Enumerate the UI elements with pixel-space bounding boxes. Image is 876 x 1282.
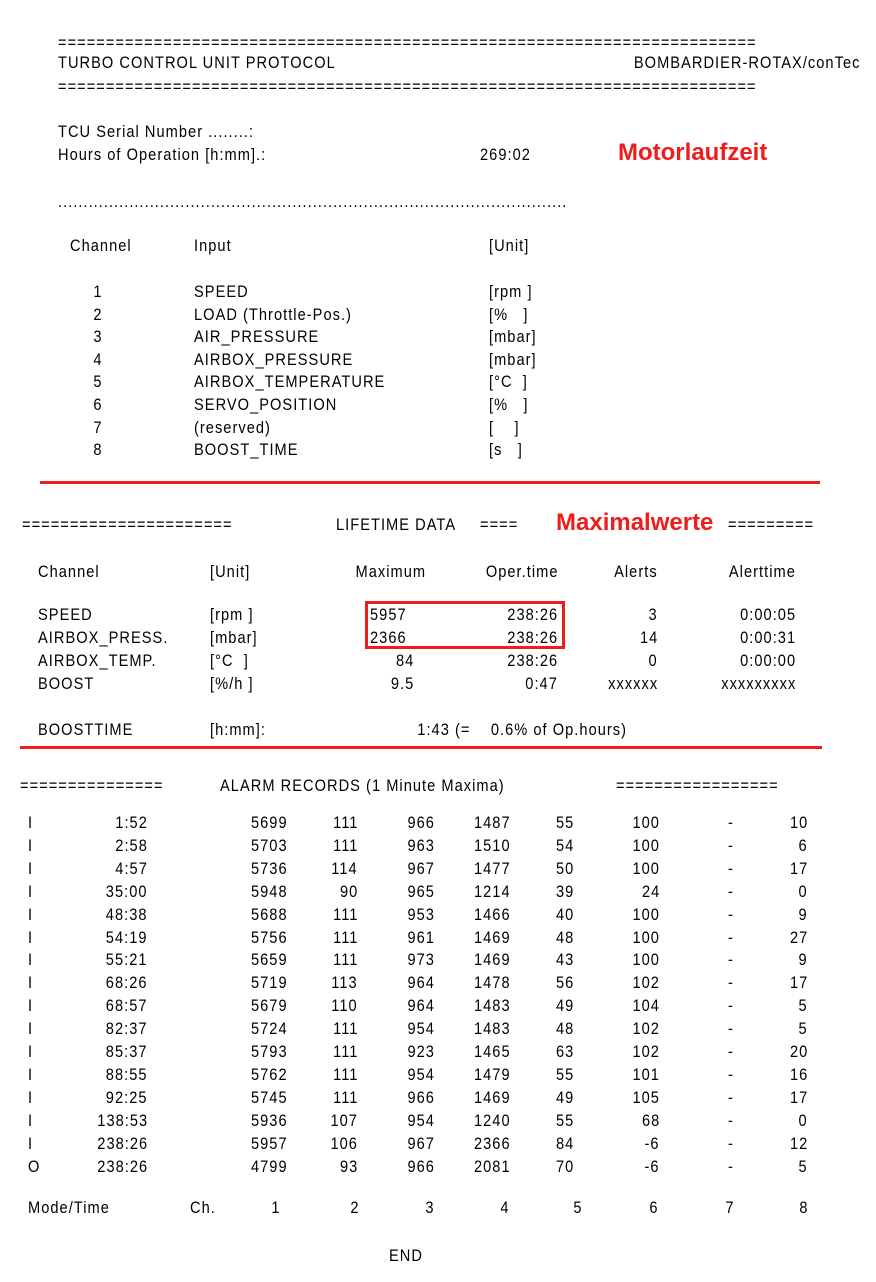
alarm-value: 16 — [789, 1064, 808, 1084]
alarm-value: 48 — [555, 927, 574, 947]
alarm-value: -6 — [644, 1156, 660, 1176]
alarm-value: 54 — [555, 835, 574, 855]
protocol-title: TURBO CONTROL UNIT PROTOCOL — [58, 53, 336, 72]
header-rule-bottom: ========================================================================= — [58, 78, 757, 95]
alarm-value: 50 — [555, 858, 574, 878]
serial-number-label: TCU Serial Number ........: — [58, 122, 255, 141]
alarm-value: 5 — [798, 1019, 808, 1039]
alarm-value: 954 — [407, 1064, 435, 1084]
alarm-value: 84 — [555, 1133, 574, 1153]
alarm-value: 5699 — [251, 813, 288, 832]
alarm-ch7: - — [728, 1133, 734, 1153]
alarm-value: 5719 — [251, 973, 288, 993]
alarm-time: 68:26 — [106, 973, 148, 993]
alarm-ch7: - — [728, 1156, 734, 1176]
lt-maximum: 84 — [395, 651, 414, 670]
channel-unit: [mbar] — [489, 349, 537, 369]
alarm-time: 48:38 — [106, 904, 148, 924]
lifetime-rule-mid: ==== — [480, 515, 519, 534]
dotted-separator: .................................................................................................... — [58, 193, 568, 210]
boosttime-note: (= 0.6% of Op.hours) — [455, 720, 628, 739]
alarm-value: 17 — [789, 858, 808, 878]
alarm-ch7: - — [728, 927, 734, 947]
alarm-value: 111 — [332, 1064, 358, 1084]
alarm-ch7: - — [728, 904, 734, 924]
alarm-value: 55 — [555, 1110, 574, 1130]
lt-unit: [mbar] — [210, 628, 258, 647]
alarm-value: 63 — [555, 1042, 574, 1061]
alarm-value: 964 — [407, 996, 435, 1016]
lt-alerts: 0 — [648, 651, 658, 670]
alarm-value: 5948 — [251, 881, 288, 901]
channel-number: 2 — [93, 304, 103, 324]
alarm-value: 1469 — [474, 950, 511, 970]
channel-input: SERVO_POSITION — [194, 395, 338, 414]
footer-channel-number: 8 — [799, 1198, 809, 1217]
alarm-value: 55 — [555, 813, 574, 832]
alarm-value: 111 — [332, 927, 358, 947]
lt-opertime: 238:26 — [507, 651, 558, 670]
channel-input: (reserved) — [194, 417, 271, 437]
channel-header: Channel — [70, 236, 132, 255]
channel-input: SPEED — [194, 282, 249, 301]
footer-channel-number: 7 — [725, 1198, 735, 1217]
alarm-value: 1469 — [474, 1087, 511, 1107]
channel-input: AIRBOX_TEMPERATURE — [194, 372, 386, 392]
alarm-value: 27 — [789, 927, 808, 947]
motorlaufzeit-annotation: Motorlaufzeit — [618, 139, 768, 166]
channel-unit: [°C ] — [489, 372, 528, 392]
alarm-value: 5703 — [251, 835, 288, 855]
lt-opertime: 238:26 — [507, 628, 558, 647]
boosttime-value: 1:43 — [417, 720, 450, 739]
alarm-value: 5745 — [251, 1087, 288, 1107]
input-header: Input — [194, 236, 232, 255]
alarm-value: 1483 — [474, 996, 511, 1016]
alarm-value: 5688 — [251, 904, 288, 924]
lt-maximum-header: Maximum — [355, 562, 426, 581]
alarm-value: 0 — [798, 1110, 808, 1130]
alarm-value: 100 — [632, 904, 660, 924]
lt-alerts: 14 — [639, 628, 658, 647]
alarm-mode: I — [28, 813, 34, 832]
alarm-ch7: - — [728, 813, 734, 832]
hours-of-operation-value: 269:02 — [480, 145, 531, 164]
alarm-value: 102 — [632, 973, 660, 993]
red-underline-1 — [40, 481, 820, 484]
alarm-value: 923 — [407, 1042, 435, 1061]
lt-channel: SPEED — [38, 605, 93, 624]
alarm-value: 4799 — [251, 1156, 288, 1176]
channel-number: 8 — [93, 440, 103, 460]
boosttime-unit: [h:mm]: — [210, 720, 266, 739]
alarm-value: 1240 — [474, 1110, 511, 1130]
alarm-value: 105 — [632, 1087, 660, 1107]
alarm-value: 953 — [407, 904, 435, 924]
channel-number: 3 — [93, 327, 103, 347]
lt-opertime-header: Oper.time — [485, 562, 558, 581]
alarm-mode: O — [28, 1156, 41, 1176]
alarm-value: 5 — [798, 1156, 808, 1176]
alarm-value: 102 — [632, 1019, 660, 1039]
alarm-value: 2366 — [474, 1133, 511, 1153]
footer-channel-number: 2 — [350, 1198, 360, 1217]
lt-alerts: 3 — [648, 605, 658, 624]
alarm-value: 967 — [407, 858, 435, 878]
lt-alerttime: 0:00:05 — [739, 605, 796, 624]
channel-unit: [% ] — [489, 395, 529, 414]
alarm-value: 12 — [789, 1133, 808, 1153]
alarm-value: 961 — [407, 927, 435, 947]
alarm-value: 1465 — [474, 1042, 511, 1061]
alarm-time: 2:58 — [115, 835, 148, 855]
alarm-value: 111 — [332, 950, 358, 970]
alarm-value: 110 — [331, 996, 358, 1016]
alarm-value: 954 — [407, 1019, 435, 1039]
alarm-mode: I — [28, 858, 34, 878]
alarm-value: 2081 — [474, 1156, 511, 1176]
boosttime-label: BOOSTTIME — [38, 720, 134, 739]
alarm-mode: I — [28, 1019, 34, 1039]
alarm-value: 17 — [789, 1087, 808, 1107]
alarm-value: 40 — [555, 904, 574, 924]
alarm-value: 114 — [331, 858, 358, 878]
lt-unit: [%/h ] — [210, 674, 254, 693]
alarm-rule-left: =============== — [20, 776, 164, 795]
lt-opertime: 0:47 — [525, 674, 558, 693]
alarm-ch7: - — [728, 835, 734, 855]
channel-input: LOAD (Throttle-Pos.) — [194, 304, 352, 324]
alarm-value: 111 — [332, 1042, 358, 1061]
alarm-ch7: - — [728, 996, 734, 1016]
maximalwerte-annotation: Maximalwerte — [556, 509, 714, 536]
alarm-value: 100 — [632, 858, 660, 878]
alarm-value: 5659 — [251, 950, 288, 970]
alarm-value: 1214 — [474, 881, 511, 901]
alarm-ch7: - — [728, 1064, 734, 1084]
channel-input: AIR_PRESSURE — [194, 327, 320, 347]
red-underline-2 — [20, 746, 822, 749]
alarm-ch7: - — [728, 973, 734, 993]
footer-channel-number: 4 — [500, 1198, 510, 1217]
alarm-value: 49 — [555, 1087, 574, 1107]
alarm-value: 1477 — [474, 858, 511, 878]
unit-header: [Unit] — [489, 236, 530, 255]
channel-number: 7 — [93, 417, 103, 437]
alarm-value: 5793 — [251, 1042, 288, 1061]
alarm-value: 5762 — [251, 1064, 288, 1084]
alarm-time: 4:57 — [115, 858, 148, 878]
lt-maximum: 9.5 — [390, 674, 414, 693]
alarm-mode: I — [28, 1042, 34, 1061]
alarm-value: -6 — [644, 1133, 660, 1153]
alarm-value: 1479 — [474, 1064, 511, 1084]
alarm-value: 100 — [632, 813, 660, 832]
footer-channel-number: 3 — [425, 1198, 435, 1217]
lt-opertime: 238:26 — [507, 605, 558, 624]
alarm-value: 100 — [632, 950, 660, 970]
lt-maximum: 2366 — [370, 628, 407, 647]
alarm-value: 966 — [407, 1087, 435, 1107]
alarm-value: 967 — [407, 1133, 435, 1153]
alarm-ch7: - — [728, 881, 734, 901]
alarm-time: 92:25 — [106, 1087, 148, 1107]
alarm-value: 48 — [555, 1019, 574, 1039]
channel-number: 4 — [93, 349, 103, 369]
lt-unit: [°C ] — [210, 651, 249, 670]
footer-mode-time: Mode/Time — [28, 1198, 110, 1217]
alarm-value: 1510 — [474, 835, 511, 855]
alarm-value: 111 — [332, 813, 358, 832]
hours-of-operation-label: Hours of Operation [h:mm].: — [58, 145, 267, 164]
brand-name: BOMBARDIER-ROTAX/conTec — [633, 53, 860, 72]
lt-alerttime: 0:00:31 — [739, 628, 796, 647]
alarm-mode: I — [28, 881, 34, 901]
alarm-value: 963 — [407, 835, 435, 855]
lifetime-rule-left: ====================== — [22, 515, 233, 534]
alarm-value: 973 — [407, 950, 435, 970]
alarm-ch7: - — [728, 1042, 734, 1061]
alarm-value: 5724 — [251, 1019, 288, 1039]
alarm-value: 43 — [555, 950, 574, 970]
alarm-value: 111 — [332, 835, 358, 855]
lt-unit: [rpm ] — [210, 605, 254, 624]
channel-input: AIRBOX_PRESSURE — [194, 349, 354, 369]
channel-unit: [mbar] — [489, 327, 537, 347]
alarm-value: 100 — [632, 835, 660, 855]
alarm-time: 68:57 — [106, 996, 148, 1016]
footer-channel-number: 6 — [649, 1198, 659, 1217]
lt-alerts-header: Alerts — [614, 562, 658, 581]
alarm-value: 104 — [632, 996, 660, 1016]
channel-unit: [% ] — [489, 304, 529, 324]
end-marker: END — [389, 1246, 423, 1265]
alarm-time: 54:19 — [106, 927, 148, 947]
alarm-value: 17 — [789, 973, 808, 993]
alarm-ch7: - — [728, 1019, 734, 1039]
alarm-value: 1487 — [474, 813, 511, 832]
channel-unit: [s ] — [489, 440, 523, 460]
alarm-mode: I — [28, 1064, 34, 1084]
lt-channel: BOOST — [38, 674, 95, 693]
lt-alerttime: xxxxxxxxx — [720, 674, 796, 693]
alarm-value: 100 — [632, 927, 660, 947]
alarm-time: 238:26 — [97, 1156, 148, 1176]
alarm-time: 82:37 — [106, 1019, 148, 1039]
alarm-value: 20 — [789, 1042, 808, 1061]
alarm-time: 85:37 — [106, 1042, 148, 1061]
footer-ch: Ch. — [190, 1198, 216, 1217]
lifetime-title: LIFETIME DATA — [336, 515, 457, 534]
alarm-value: 5679 — [251, 996, 288, 1016]
channel-unit: [rpm ] — [489, 282, 533, 301]
alarm-value: 56 — [555, 973, 574, 993]
alarm-time: 88:55 — [106, 1064, 148, 1084]
alarm-rule-right: ================= — [616, 776, 779, 795]
alarm-value: 10 — [789, 813, 808, 832]
lt-alerttime-header: Alerttime — [729, 562, 796, 581]
channel-number: 1 — [93, 282, 103, 301]
lt-channel-header: Channel — [38, 562, 100, 581]
channel-input: BOOST_TIME — [194, 440, 299, 460]
alarm-value: 111 — [332, 1019, 358, 1039]
channel-number: 5 — [93, 372, 103, 392]
alarm-value: 1483 — [474, 1019, 511, 1039]
alarm-mode: I — [28, 835, 34, 855]
alarm-value: 965 — [407, 881, 435, 901]
alarm-value: 68 — [641, 1110, 660, 1130]
channel-unit: [ ] — [489, 417, 520, 437]
alarm-value: 55 — [555, 1064, 574, 1084]
alarm-value: 39 — [555, 881, 574, 901]
alarm-value: 70 — [555, 1156, 574, 1176]
header-rule-top: ========================================================================= — [58, 34, 757, 51]
max-values-highlight-box — [365, 601, 565, 649]
alarm-mode: I — [28, 904, 34, 924]
alarm-mode: I — [28, 1110, 34, 1130]
alarm-ch7: - — [728, 1110, 734, 1130]
alarm-value: 9 — [798, 950, 808, 970]
alarm-mode: I — [28, 1133, 34, 1153]
alarm-value: 0 — [798, 881, 808, 901]
alarm-value: 107 — [330, 1110, 358, 1130]
alarm-value: 93 — [339, 1156, 358, 1176]
footer-channel-number: 5 — [573, 1198, 583, 1217]
alarm-value: 49 — [555, 996, 574, 1016]
alarm-time: 1:52 — [115, 813, 148, 832]
alarm-mode: I — [28, 950, 34, 970]
lt-maximum: 5957 — [370, 605, 407, 624]
alarm-mode: I — [28, 927, 34, 947]
alarm-value: 102 — [632, 1042, 660, 1061]
alarm-time: 35:00 — [106, 881, 148, 901]
alarm-mode: I — [28, 1087, 34, 1107]
alarm-value: 5756 — [251, 927, 288, 947]
lifetime-rule-right: ========= — [728, 515, 815, 534]
channel-number: 6 — [93, 395, 103, 414]
alarm-value: 1478 — [474, 973, 511, 993]
alarm-time: 55:21 — [106, 950, 148, 970]
footer-channel-number: 1 — [271, 1198, 281, 1217]
alarm-value: 111 — [332, 904, 358, 924]
lt-unit-header: [Unit] — [210, 562, 251, 581]
alarm-value: 966 — [407, 813, 435, 832]
alarm-value: 1466 — [474, 904, 511, 924]
alarm-time: 238:26 — [97, 1133, 148, 1153]
alarm-value: 9 — [798, 904, 808, 924]
alarm-mode: I — [28, 996, 34, 1016]
alarm-value: 966 — [407, 1156, 435, 1176]
alarm-ch7: - — [728, 1087, 734, 1107]
alarm-value: 101 — [632, 1064, 660, 1084]
lt-channel: AIRBOX_TEMP. — [38, 651, 157, 670]
alarm-value: 5957 — [251, 1133, 288, 1153]
alarm-value: 106 — [330, 1133, 358, 1153]
alarm-value: 964 — [407, 973, 435, 993]
alarm-value: 6 — [798, 835, 808, 855]
lt-channel: AIRBOX_PRESS. — [38, 628, 169, 647]
alarm-value: 90 — [339, 881, 358, 901]
alarm-value: 5 — [798, 996, 808, 1016]
alarm-ch7: - — [728, 858, 734, 878]
alarm-value: 24 — [641, 881, 660, 901]
lt-alerttime: 0:00:00 — [739, 651, 796, 670]
alarm-value: 5736 — [251, 858, 288, 878]
alarm-value: 113 — [331, 973, 358, 993]
alarm-ch7: - — [728, 950, 734, 970]
alarm-value: 1469 — [474, 927, 511, 947]
alarm-mode: I — [28, 973, 34, 993]
alarm-value: 5936 — [251, 1110, 288, 1130]
lt-alerts: xxxxxx — [607, 674, 658, 693]
alarm-title: ALARM RECORDS (1 Minute Maxima) — [220, 776, 505, 795]
alarm-value: 954 — [407, 1110, 435, 1130]
alarm-value: 111 — [332, 1087, 358, 1107]
alarm-time: 138:53 — [97, 1110, 148, 1130]
